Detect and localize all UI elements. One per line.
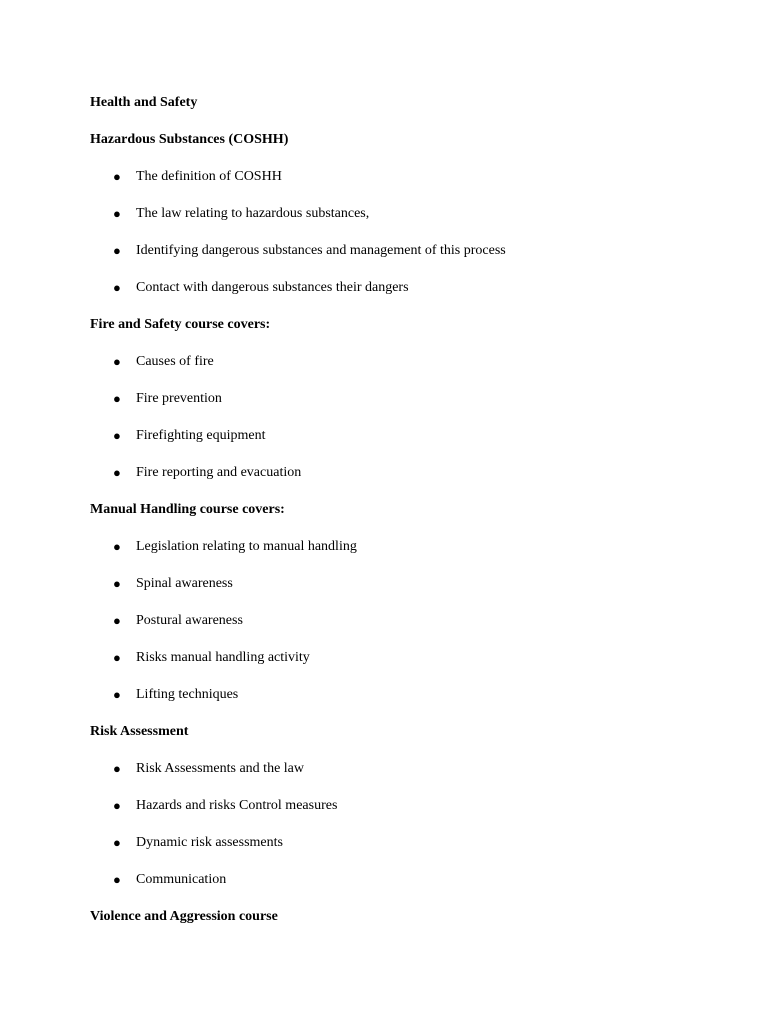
section-coshh [90,131,768,297]
bullet-icon: ● [113,613,121,628]
bullet-list [90,353,768,482]
bullet-list [90,538,768,704]
bullet-icon: ● [113,391,121,406]
section-violence-aggression [90,908,768,926]
section-heading: Manual Handling course covers: [90,502,285,517]
section-heading: Hazardous Substances (COSHH) [90,132,289,147]
list-item: ● Contact with dangerous substances their dangers [113,280,409,295]
bullet-icon: ● [113,761,121,776]
bullet-icon: ● [113,169,121,184]
list-item: ● Communication [113,872,227,887]
section-fire-safety [90,316,768,482]
section-heading: Risk Assessment [90,724,189,739]
bullet-icon: ● [113,206,121,221]
bullet-icon: ● [113,243,121,258]
section-heading: Fire and Safety course covers: [90,317,271,332]
bullet-icon: ● [113,428,121,443]
list-item: ● Risk Assessments and the law [113,761,304,776]
bullet-icon: ● [113,354,121,369]
bullet-icon: ● [113,835,121,850]
list-item: ● Lifting techniques [113,687,239,702]
bullet-icon: ● [113,539,121,554]
list-item: ● Risks manual handling activity [113,650,310,665]
list-item: ● Firefighting equipment [113,428,266,443]
section-heading: Violence and Aggression course [90,909,278,924]
bullet-icon: ● [113,650,121,665]
list-item: ● Legislation relating to manual handling [113,539,357,554]
list-item: ● Spinal awareness [113,576,233,591]
section-manual-handling [90,501,768,704]
bullet-icon: ● [113,872,121,887]
bullet-icon: ● [113,687,121,702]
list-item: ● Postural awareness [113,613,243,628]
bullet-list [90,168,768,297]
list-item: ● Hazards and risks Control measures [113,798,338,813]
list-item: ● Fire prevention [113,391,222,406]
bullet-list [90,760,768,889]
list-item: ● Fire reporting and evacuation [113,465,302,480]
list-item: ● The law relating to hazardous substances, [113,206,370,221]
bullet-icon: ● [113,465,121,480]
bullet-icon: ● [113,798,121,813]
document-title: Health and Safety [90,95,198,110]
list-item: ● Causes of fire [113,354,214,369]
list-item: ● The definition of COSHH [113,169,282,184]
section-risk-assessment [90,723,768,889]
bullet-icon: ● [113,576,121,591]
bullet-icon: ● [113,280,121,295]
list-item: ● Identifying dangerous substances and management of this process [113,243,506,258]
list-item: ● Dynamic risk assessments [113,835,283,850]
